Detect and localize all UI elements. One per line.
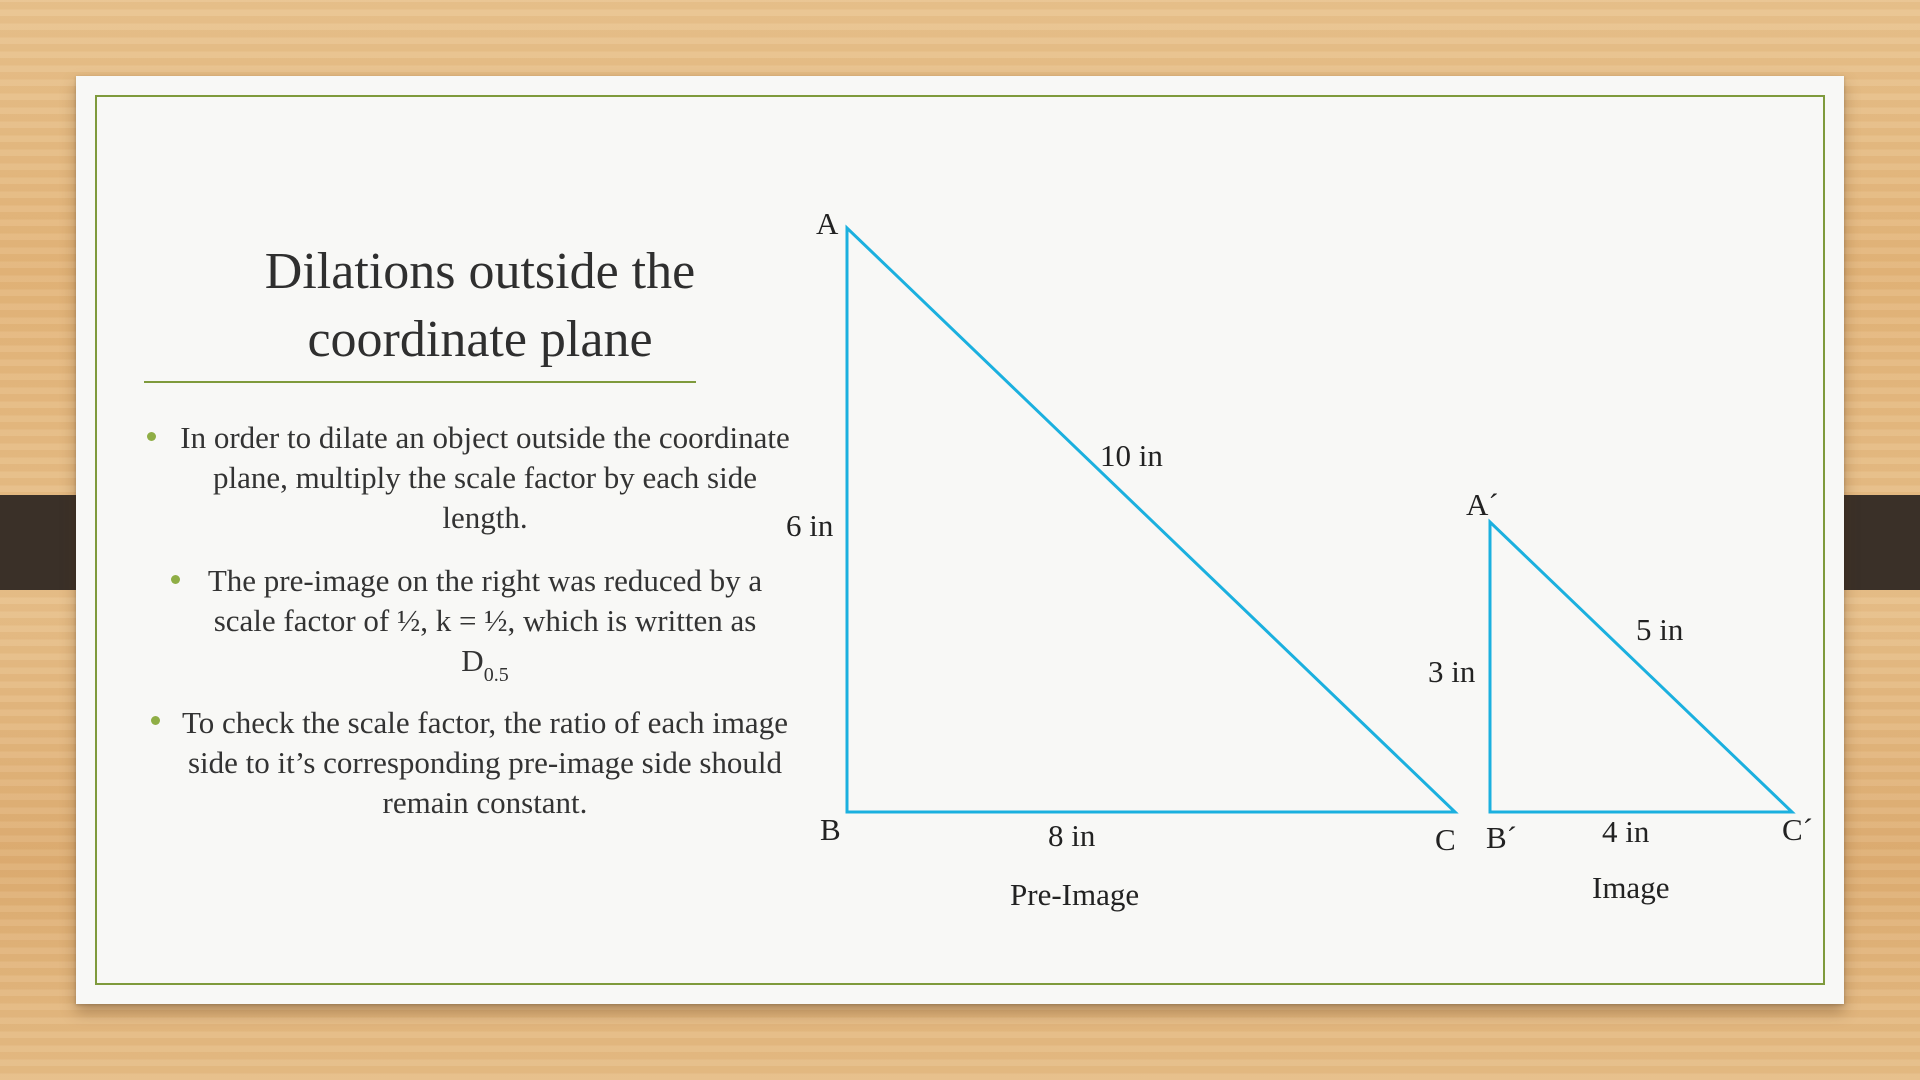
side-label-b-prime-c-prime: 4 in (1602, 814, 1650, 849)
side-label-ab: 6 in (786, 508, 834, 543)
side-label-ac: 10 in (1100, 438, 1163, 473)
vertex-label-a: A (816, 206, 839, 241)
pre-image-triangle (847, 228, 1455, 812)
bullet-3: To check the scale factor, the ratio of each image side to it’s corresponding pre-image side should remain constant. (182, 705, 788, 820)
image-triangle (1490, 522, 1792, 812)
side-label-a-prime-b-prime: 3 in (1428, 654, 1476, 689)
slide-title: Dilations outside the coordinate plane (264, 243, 696, 368)
image-caption: Image (1592, 870, 1670, 905)
bullet-2-subscript: 0.5 (483, 664, 509, 686)
vertex-label-b: B (820, 812, 841, 847)
vertex-label-c: C (1435, 822, 1456, 857)
vertex-label-a-prime: A´ (1466, 487, 1499, 522)
bullet-2-text: The pre-image on the right was reduced by a scale factor of ½, k = ½, which is written as D (207, 563, 763, 678)
side-label-a-prime-c-prime: 5 in (1636, 612, 1684, 647)
vertex-label-b-prime: B´ (1486, 820, 1517, 855)
side-label-bc: 8 in (1048, 818, 1096, 853)
pre-image-caption: Pre-Image (1010, 877, 1140, 912)
bullet-1: In order to dilate an object outside the coordinate plane, multiply the scale factor by each side length. (180, 420, 790, 535)
vertex-label-c-prime: C´ (1782, 812, 1813, 847)
